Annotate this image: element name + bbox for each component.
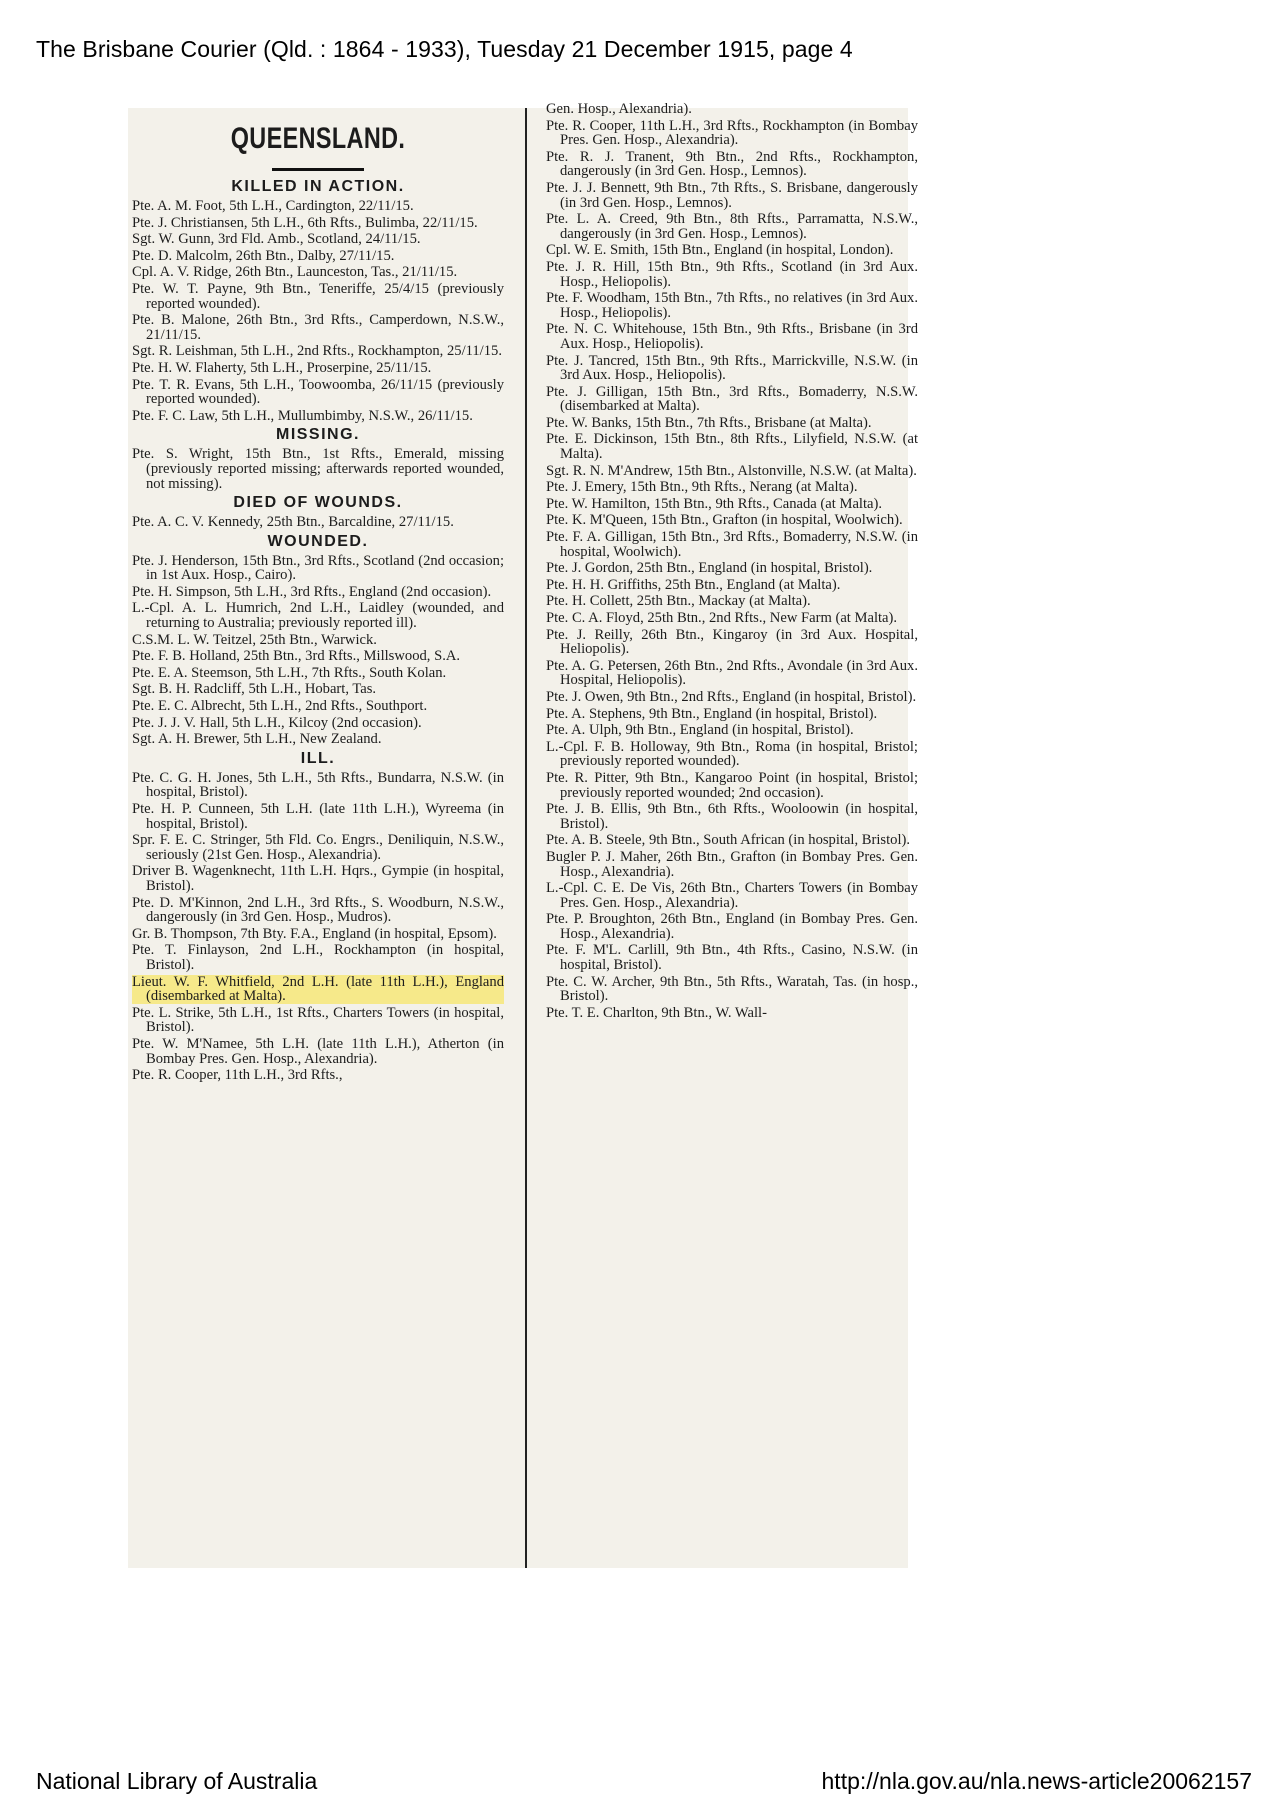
casualty-entry: Pte. J. Tancred, 15th Btn., 9th Rfts., Marrickville, N.S.W. (in 3rd Aux. Hosp., Heliopolis). <box>546 352 918 384</box>
casualty-entry: Pte. R. Pitter, 9th Btn., Kangaroo Point (in hospital, Bristol; previously reported wounded; 2nd occasion). <box>546 769 918 801</box>
casualty-entry: Pte. B. Malone, 26th Btn., 3rd Rfts., Camperdown, N.S.W., 21/11/15. <box>132 312 504 343</box>
casualty-entry: Pte. R. J. Tranent, 9th Btn., 2nd Rfts., Rockhampton, dangerously (in 3rd Gen. Hosp., Lemnos). <box>546 148 918 180</box>
casualty-entry: Pte. C. W. Archer, 9th Btn., 5th Rfts., Waratah, Tas. (in hosp., Bristol). <box>546 973 918 1005</box>
section-heading: DIED OF WOUNDS. <box>233 494 403 512</box>
casualty-entry: Pte. J. R. Hill, 15th Btn., 9th Rfts., Scotland (in 3rd Aux. Hosp., Heliopolis). <box>546 258 918 290</box>
casualty-entry: Pte. P. Broughton, 26th Btn., England (in Bombay Pres. Gen. Hosp., Alexandria). <box>546 911 918 942</box>
casualty-entry: Driver B. Wagenknecht, 11th L.H. Hqrs., Gympie (in hospital, Bristol). <box>132 863 504 894</box>
highlighted-entry: Lieut. W. F. Whitfield, 2nd L.H. (late 11th L.H.), England (disembarked at Malta). <box>132 973 504 1005</box>
casualty-entry: Pte. J. Gordon, 25th Btn., England (in hospital, Bristol). <box>546 560 873 577</box>
casualty-entry: Pte. F. M'L. Carlill, 9th Btn., 4th Rfts., Casino, N.S.W. (in hospital, Bristol). <box>546 942 918 974</box>
casualty-entry: Pte. A. C. V. Kennedy, 25th Btn., Barcaldine, 27/11/15. <box>132 514 454 531</box>
casualty-entry: Pte. F. C. Law, 5th L.H., Mullumbimby, N.S.W., 26/11/15. <box>132 407 473 424</box>
section-heading: KILLED IN ACTION. <box>231 178 405 195</box>
right-column <box>546 101 918 1022</box>
casualty-entry: Pte. A. B. Steele, 9th Btn., South African (in hospital, Bristol). <box>546 832 911 849</box>
casualty-sections <box>132 177 504 1083</box>
casualty-entry: Pte. J. Reilly, 26th Btn., Kingaroy (in 3rd Aux. Hospital, Heliopolis). <box>546 626 918 658</box>
casualty-entry: Sgt. W. Gunn, 3rd Fld. Amb., Scotland, 24/11/15. <box>132 231 421 248</box>
casualty-entry: Gen. Hosp., Alexandria). <box>546 101 692 117</box>
casualty-entry: Pte. H. H. Griffiths, 25th Btn., England (at Malta). <box>546 576 841 593</box>
casualty-entry: Pte. J. Emery, 15th Btn., 9th Rfts., Nerang (at Malta). <box>546 479 858 496</box>
casualty-entry: Pte. T. E. Charlton, 9th Btn., W. Wall- <box>546 1004 767 1021</box>
casualty-entry: Spr. F. E. C. Stringer, 5th Fld. Co. Engrs., Deniliquin, N.S.W., seriously (21st Gen. Hosp., Alexandria). <box>132 832 504 863</box>
section-heading: MISSING. <box>275 426 360 444</box>
casualty-entry: Pte. J. J. V. Hall, 5th L.H., Kilcoy (2nd occasion). <box>132 714 422 731</box>
casualty-entry: Pte. T. R. Evans, 5th L.H., Toowoomba, 26/11/15 (previously reported wounded). <box>132 376 504 408</box>
casualty-entry: Pte. F. A. Gilligan, 15th Btn., 3rd Rfts., Bomaderry, N.S.W. (in hospital, Woolwich). <box>546 529 918 560</box>
casualty-entry: Pte. S. Wright, 15th Btn., 1st Rfts., Emerald, missing (previously reported missing; afterwards reported wounded, not missing). <box>132 446 504 492</box>
casualty-entry: L.-Cpl. F. B. Holloway, 9th Btn., Roma (in hospital, Bristol; previously reported wounded). <box>546 738 918 770</box>
casualty-entry: Pte. E. A. Steemson, 5th L.H., 7th Rfts., South Kolan. <box>132 664 447 681</box>
casualty-entry: Pte. C. G. H. Jones, 5th L.H., 5th Rfts., Bundarra, N.S.W. (in hospital, Bristol). <box>132 769 504 801</box>
left-column <box>132 108 504 1085</box>
casualty-entry: Pte. J. Henderson, 15th Btn., 3rd Rfts., Scotland (2nd occasion; in 1st Aux. Hosp., Cairo). <box>132 552 504 584</box>
casualty-entry: Pte. T. Finlayson, 2nd L.H., Rockhampton (in hospital, Bristol). <box>132 942 504 973</box>
casualty-entry: Pte. W. T. Payne, 9th Btn., Teneriffe, 25/4/15 (previously reported wounded). <box>132 280 504 312</box>
masthead: QUEENSLAND. <box>230 122 406 155</box>
casualty-entry: Pte. J. Christiansen, 5th L.H., 6th Rfts., Bulimba, 22/11/15. <box>132 214 478 231</box>
casualty-entry: Gr. B. Thompson, 7th Bty. F.A., England (in hospital, Epsom). <box>132 925 497 942</box>
casualty-entry: Pte. L. Strike, 5th L.H., 1st Rfts., Charters Towers (in hospital, Bristol). <box>132 1004 504 1036</box>
casualty-entry: Pte. D. M'Kinnon, 2nd L.H., 3rd Rfts., S. Woodburn, N.S.W., dangerously (in 3rd Gen. Hosp., Mudros). <box>132 894 504 926</box>
casualty-entry: Pte. D. Malcolm, 26th Btn., Dalby, 27/11/15. <box>132 247 395 264</box>
casualty-entry: Sgt. A. H. Brewer, 5th L.H., New Zealand. <box>132 731 382 748</box>
casualty-entry: Pte. E. C. Albrecht, 5th L.H., 2nd Rfts., Southport. <box>132 698 428 715</box>
casualty-entry: Cpl. W. E. Smith, 15th Btn., England (in hospital, London). <box>546 242 894 259</box>
section-heading: ILL. <box>300 749 336 767</box>
casualty-entry: Sgt. R. N. M'Andrew, 15th Btn., Alstonville, N.S.W. (at Malta). <box>546 462 917 479</box>
casualty-entry: Pte. H. P. Cunneen, 5th L.H. (late 11th L.H.), Wyreema (in hospital, Bristol). <box>132 801 504 832</box>
casualty-entry: Pte. J. Gilligan, 15th Btn., 3rd Rfts., Bomaderry, N.S.W. (disembarked at Malta). <box>546 383 918 415</box>
casualty-entry: Pte. L. A. Creed, 9th Btn., 8th Rfts., Parramatta, N.S.W., dangerously (in 3rd Gen. Hosp., Lemnos). <box>546 211 918 242</box>
masthead-rule <box>272 168 364 171</box>
casualty-entry: Pte. H. Collett, 25th Btn., Mackay (at Malta). <box>546 593 811 610</box>
casualty-entry: Bugler P. J. Maher, 26th Btn., Grafton (in Bombay Pres. Gen. Hosp., Alexandria). <box>546 848 918 880</box>
casualty-entry: Pte. J. J. Bennett, 9th Btn., 7th Rfts., S. Brisbane, dangerously (in 3rd Gen. Hosp., Lemnos). <box>546 179 918 211</box>
column-divider <box>525 108 527 1568</box>
casualty-entry: Pte. J. Owen, 9th Btn., 2nd Rfts., England (in hospital, Bristol). <box>546 688 917 705</box>
page-title: The Brisbane Courier (Qld. : 1864 - 1933), Tuesday 21 December 1915, page 4 <box>36 36 853 62</box>
footer-source: National Library of Australia <box>36 1768 318 1794</box>
newspaper-clipping <box>128 101 918 1568</box>
casualty-entry: Pte. E. Dickinson, 15th Btn., 8th Rfts., Lilyfield, N.S.W. (at Malta). <box>546 431 918 463</box>
casualty-entry: Pte. W. Hamilton, 15th Btn., 9th Rfts., Canada (at Malta). <box>546 495 883 512</box>
casualty-entry: C.S.M. L. W. Teitzel, 25th Btn., Warwick. <box>132 631 377 648</box>
casualty-entry: Pte. R. Cooper, 11th L.H., 3rd Rfts., <box>132 1067 343 1084</box>
casualty-entry: Pte. W. M'Namee, 5th L.H. (late 11th L.H.), Atherton (in Bombay Pres. Gen. Hosp., Alexandria). <box>132 1035 504 1067</box>
section-heading: WOUNDED. <box>267 532 369 550</box>
footer-url[interactable]: http://nla.gov.au/nla.news-article20062157 <box>821 1768 1252 1794</box>
casualty-entry: Pte. K. M'Queen, 15th Btn., Grafton (in hospital, Woolwich). <box>546 512 903 529</box>
casualty-entry: Pte. F. B. Holland, 25th Btn., 3rd Rfts., Millswood, S.A. <box>132 648 461 665</box>
casualty-entry: Pte. C. A. Floyd, 25th Btn., 2nd Rfts., New Farm (at Malta). <box>546 610 898 626</box>
casualty-entry: Pte. R. Cooper, 11th L.H., 3rd Rfts., Rockhampton (in Bombay Pres. Gen. Hosp., Alexandria). <box>546 117 918 149</box>
casualty-entry: Pte. J. B. Ellis, 9th Btn., 6th Rfts., Wooloowin (in hospital, Bristol). <box>546 801 918 832</box>
casualty-entry: Pte. H. W. Flaherty, 5th L.H., Proserpine, 25/11/15. <box>132 359 432 376</box>
casualty-entry: Cpl. A. V. Ridge, 26th Btn., Launceston, Tas., 21/11/15. <box>132 264 458 281</box>
casualty-entry: Sgt. R. Leishman, 5th L.H., 2nd Rfts., Rockhampton, 25/11/15. <box>132 343 502 360</box>
casualty-entry: L.-Cpl. C. E. De Vis, 26th Btn., Charters Towers (in Bombay Pres. Gen. Hosp., Alexandria). <box>546 880 918 911</box>
casualty-entry: Pte. A. G. Petersen, 26th Btn., 2nd Rfts., Avondale (in 3rd Aux. Hospital, Heliopolis). <box>546 657 918 689</box>
casualty-entry: Pte. A. M. Foot, 5th L.H., Cardington, 22/11/15. <box>132 198 414 214</box>
casualty-entry: Pte. H. Simpson, 5th L.H., 3rd Rfts., England (2nd occasion). <box>132 583 492 600</box>
casualty-entry: Pte. F. Woodham, 15th Btn., 7th Rfts., no relatives (in 3rd Aux. Hosp., Heliopolis). <box>546 290 918 321</box>
casualty-entry: Pte. N. C. Whitehouse, 15th Btn., 9th Rfts., Brisbane (in 3rd Aux. Hosp., Heliopolis). <box>546 321 918 352</box>
casualty-entry: Sgt. B. H. Radcliff, 5th L.H., Hobart, Tas. <box>132 681 377 698</box>
casualty-entry: Pte. A. Ulph, 9th Btn., England (in hospital, Bristol). <box>546 722 854 739</box>
casualty-entry: Pte. A. Stephens, 9th Btn., England (in hospital, Bristol). <box>546 705 878 722</box>
casualty-entry: Pte. W. Banks, 15th Btn., 7th Rfts., Brisbane (at Malta). <box>546 414 872 431</box>
casualty-entry: L.-Cpl. A. L. Humrich, 2nd L.H., Laidley (wounded, and returning to Australia; previously reported ill). <box>132 600 504 632</box>
